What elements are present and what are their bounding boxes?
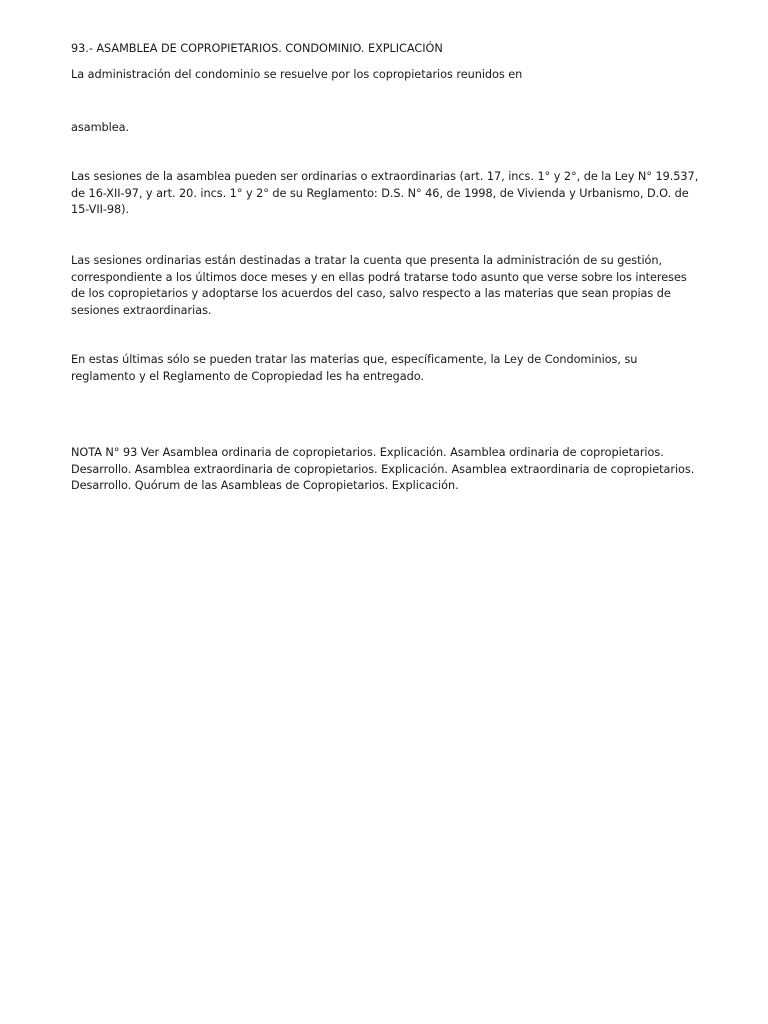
note-paragraph: NOTA N° 93 Ver Asamblea ordinaria de copropietarios. Explicación. Asamblea ordinaria de copropietarios. Desarrollo. Asamblea extraordinaria de copropietarios. Explicación. Asamblea extraordinaria de copropietarios. Desarrollo. Quórum de las Asambleas de Copropietarios. Explicación. xyxy=(71,446,695,492)
paragraph-administration-continued: asamblea. xyxy=(71,121,130,134)
paragraph-administration: La administración del condominio se resuelve por los copropietarios reunidos en xyxy=(71,68,523,81)
paragraph-extraordinary-sessions: En estas últimas sólo se pueden tratar las materias que, específicamente, la Ley de Condominios, su reglamento y el Reglamento de Copropiedad les ha entregado. xyxy=(71,353,638,383)
document-title: 93.- ASAMBLEA DE COPROPIETARIOS. CONDOMINIO. EXPLICACIÓN xyxy=(71,42,443,55)
paragraph-ordinary-sessions: Las sesiones ordinarias están destinadas a tratar la cuenta que presenta la administración de su gestión, correspondiente a los últimos doce meses y en ellas podrá tratarse todo asunto que verse sobre los intereses de los copropietarios y adoptarse los acuerdos del caso, salvo respecto a las materias que sean propias de sesiones extraordinarias. xyxy=(71,254,687,317)
paragraph-session-types: Las sesiones de la asamblea pueden ser ordinarias o extraordinarias (art. 17, incs. 1° y 2°, de la Ley N° 19.537, de 16-XII-97, y art. 20. incs. 1° y 2° de su Reglamento: D.S. N° 46, de 1998, de Vivienda y Urbanismo, D.O. de 15-VII-98). xyxy=(71,170,699,216)
